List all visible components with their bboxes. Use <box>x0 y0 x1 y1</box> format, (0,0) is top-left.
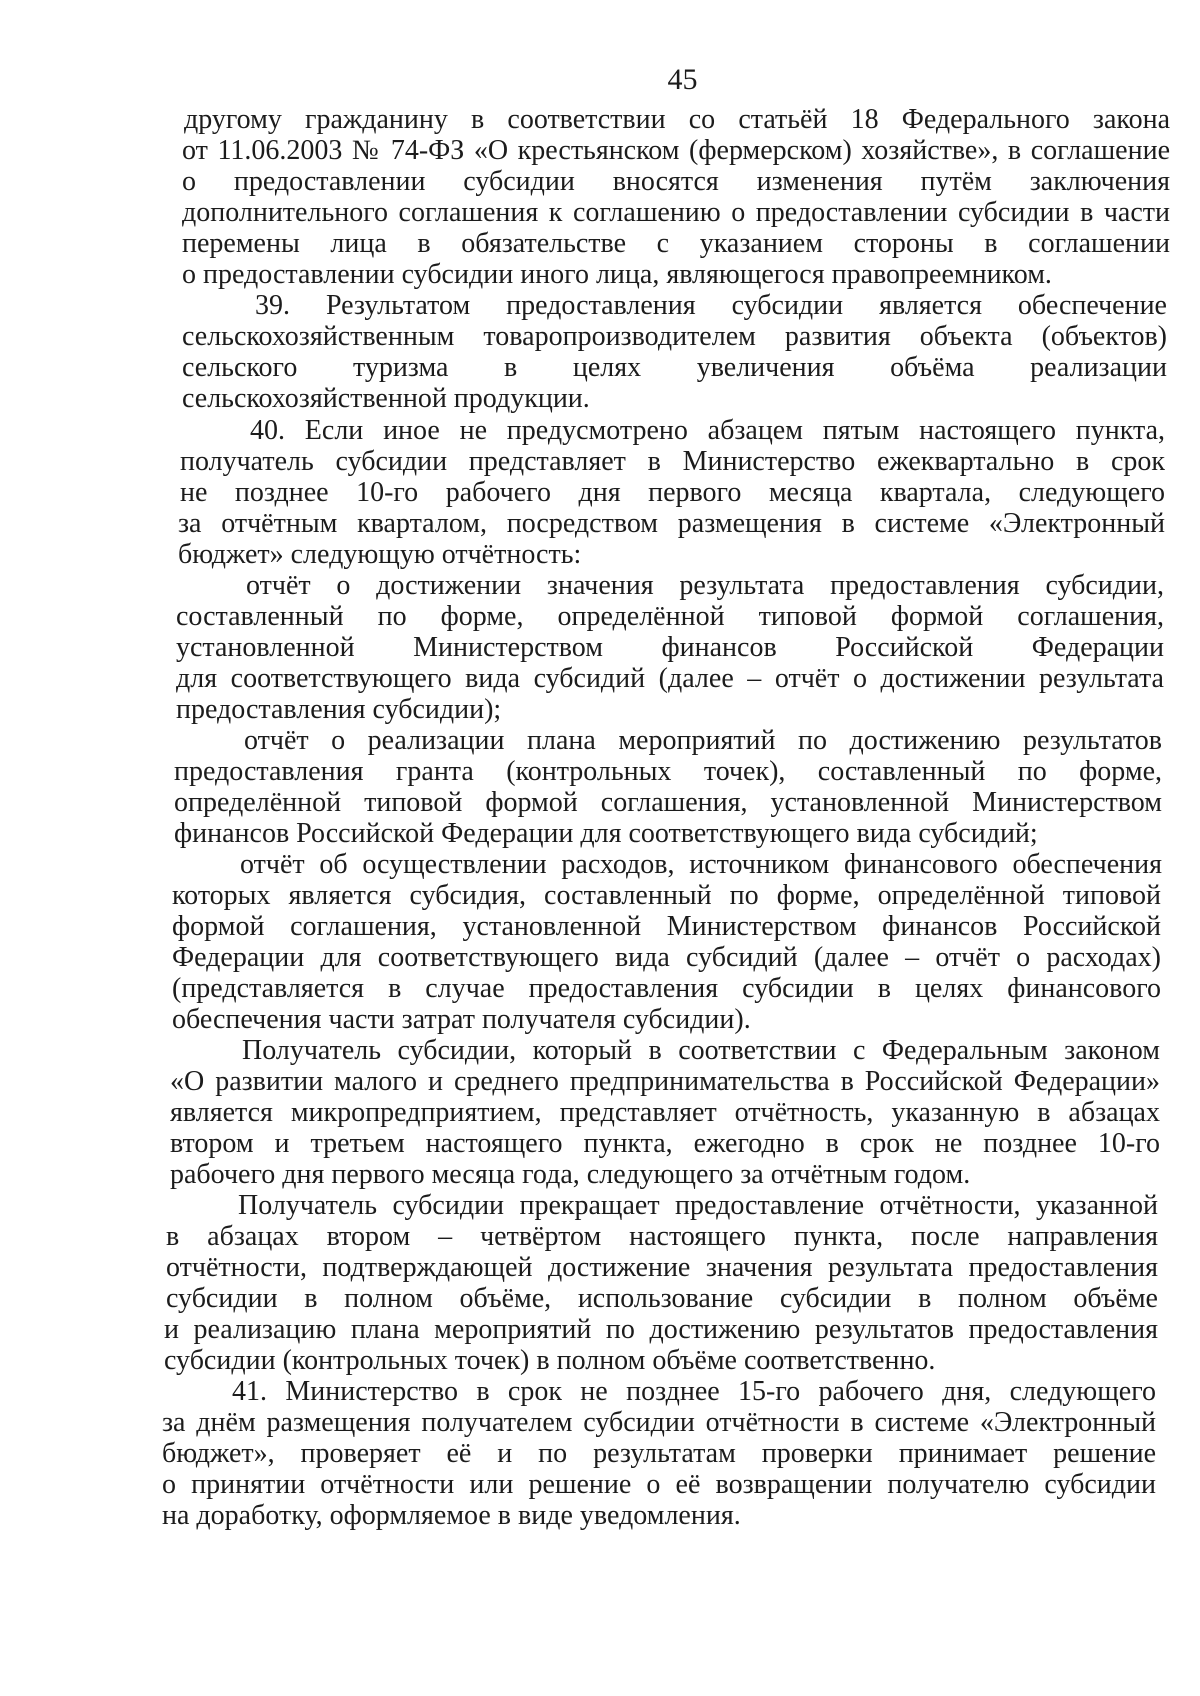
text-line: «О развитии малого и среднего предпринимательства в Российской Федерации» <box>170 1066 1160 1097</box>
text-line: предоставления субсидии); <box>176 694 502 725</box>
text-line: для соответствующего вида субсидий (далее – отчёт о достижении результата <box>176 663 1164 694</box>
text-line: Получатель субсидии, который в соответствии с Федеральным законом <box>242 1035 1160 1066</box>
text-line: сельскохозяйственным товаропроизводителем развития объекта (объектов) <box>182 321 1167 352</box>
text-line: сельского туризма в целях увеличения объёма реализации <box>182 352 1167 383</box>
text-line: за отчётным кварталом, посредством размещения в системе «Электронный <box>178 508 1165 539</box>
page-number: 45 <box>667 63 698 96</box>
text-line: определённой типовой формой соглашения, установленной Министерством <box>174 787 1162 818</box>
text-line: 40. Если иное не предусмотрено абзацем пятым настоящего пункта, <box>250 415 1165 446</box>
text-line: (представляется в случае предоставления субсидии в целях финансового <box>172 973 1161 1004</box>
text-line: дополнительного соглашения к соглашению о предоставлении субсидии в части <box>182 197 1170 228</box>
text-line: формой соглашения, установленной Министерством финансов Российской <box>172 911 1161 942</box>
text-line: предоставления гранта (контрольных точек), составленный по форме, <box>174 756 1162 787</box>
text-line: которых является субсидия, составленный по форме, определённой типовой <box>172 880 1161 911</box>
text-line: обеспечения части затрат получателя субсидии). <box>172 1004 751 1035</box>
text-line: Получатель субсидии прекращает предоставление отчётности, указанной <box>238 1190 1158 1221</box>
text-line: о принятии отчётности или решение о её возвращении получателю субсидии <box>162 1469 1156 1500</box>
text-line: бюджет», проверяет её и по результатам проверки принимает решение <box>162 1438 1156 1469</box>
text-line: 41. Министерство в срок не позднее 15-го рабочего дня, следующего <box>232 1376 1156 1407</box>
text-line: бюджет» следующую отчётность: <box>178 539 582 570</box>
text-line: 39. Результатом предоставления субсидии является обеспечение <box>255 290 1167 321</box>
text-line: за днём размещения получателем субсидии отчётности в системе «Электронный <box>162 1407 1156 1438</box>
text-line: и реализацию плана мероприятий по достижению результатов предоставления <box>164 1314 1158 1345</box>
text-line: установленной Министерством финансов Российской Федерации <box>176 632 1164 663</box>
text-line: Федерации для соответствующего вида субсидий (далее – отчёт о расходах) <box>172 942 1161 973</box>
text-line: отчёт об осуществлении расходов, источником финансового обеспечения <box>240 849 1162 880</box>
text-line: о предоставлении субсидии вносятся изменения путём заключения <box>182 166 1170 197</box>
text-line: финансов Российской Федерации для соответствующего вида субсидий; <box>174 818 1038 849</box>
text-line: от 11.06.2003 № 74-ФЗ «О крестьянском (фермерском) хозяйстве», в соглашение <box>182 135 1170 166</box>
text-line: не позднее 10-го рабочего дня первого месяца квартала, следующего <box>180 477 1165 508</box>
text-line: отчёт о достижении значения результата предоставления субсидии, <box>246 570 1164 601</box>
text-line: отчёт о реализации плана мероприятий по достижению результатов <box>244 725 1162 756</box>
text-line: субсидии (контрольных точек) в полном объёме соответственно. <box>164 1345 936 1376</box>
text-line: перемены лица в обязательстве с указанием стороны в соглашении <box>182 228 1170 259</box>
text-line: в абзацах втором – четвёртом настоящего пункта, после направления <box>166 1221 1158 1252</box>
text-line: о предоставлении субсидии иного лица, являющегося правопреемником. <box>182 259 1052 290</box>
text-line: рабочего дня первого месяца года, следующего за отчётным годом. <box>170 1159 971 1190</box>
text-line: другому гражданину в соответствии со статьёй 18 Федерального закона <box>184 104 1170 135</box>
text-line: втором и третьем настоящего пункта, ежегодно в срок не позднее 10-го <box>170 1128 1160 1159</box>
text-line: субсидии в полном объёме, использование субсидии в полном объёме <box>166 1283 1158 1314</box>
text-line: является микропредприятием, представляет отчётность, указанную в абзацах <box>170 1097 1160 1128</box>
text-line: на доработку, оформляемое в виде уведомления. <box>162 1500 741 1531</box>
text-line: получатель субсидии представляет в Министерство ежеквартально в срок <box>180 446 1165 477</box>
text-line: составленный по форме, определённой типовой формой соглашения, <box>176 601 1164 632</box>
text-line: сельскохозяйственной продукции. <box>182 383 590 414</box>
text-line: отчётности, подтверждающей достижение значения результата предоставления <box>166 1252 1158 1283</box>
